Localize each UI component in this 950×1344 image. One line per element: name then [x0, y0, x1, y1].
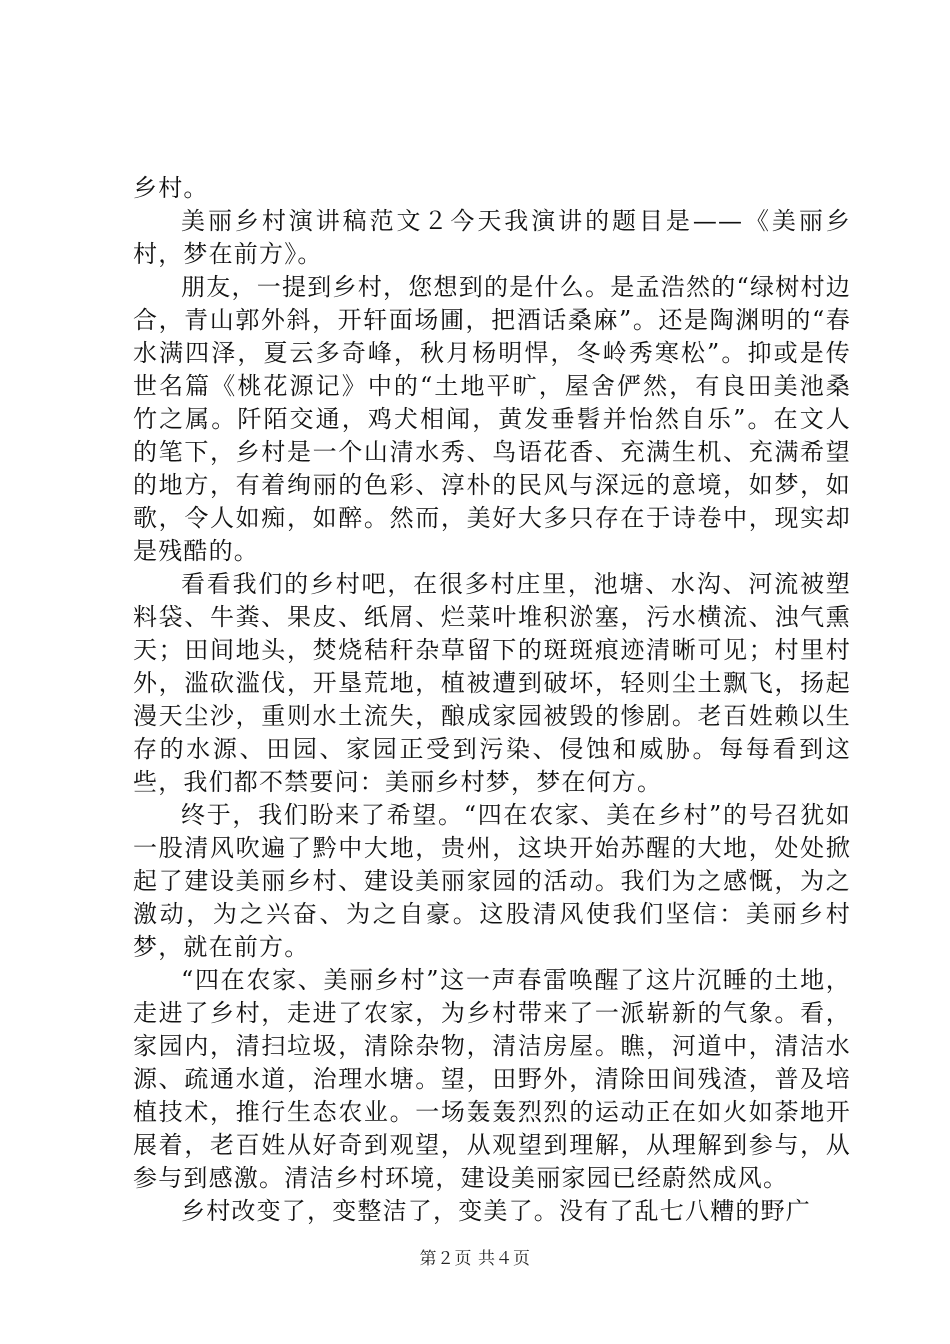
- paragraph: 看看我们的乡村吧，在很多村庄里，池塘、水沟、河流被塑料袋、牛粪、果皮、纸屑、烂菜叶堆积淤塞，污水横流、浊气熏天；田间地头，焚烧秸秆杂草留下的斑斑痕迹清晰可见；村里村外，滥砍滥伐，开垦荒地，植被遭到破坏，轻则尘土飘飞，扬起漫天尘沙，重则水土流失，酿成家园被毁的惨剧。老百姓赖以生存的水源、田园、家园正受到污染、侵蚀和威胁。每每看到这些，我们都不禁要问：美丽乡村梦，梦在何方。: [133, 570, 851, 796]
- paragraph: 乡村。: [133, 174, 209, 202]
- document-body: [133, 172, 851, 1228]
- paragraph: 乡村改变了，变整洁了，变美了。没有了乱七八糟的野广: [181, 1197, 811, 1225]
- paragraph: 朋友，一提到乡村，您想到的是什么。是孟浩然的“绿树村边合，青山郭外斜，开轩面场圃，把酒话桑麻”。还是陶渊明的“春水满四泽，夏云多奇峰，秋月杨明悍，冬岭秀寒松”。抑或是传世名篇《桃花源记》中的“土地平旷，屋舍俨然，有良田美池桑竹之属。阡陌交通，鸡犬相闻，黄发垂髫并怡然自乐”。在文人的笔下，乡村是一个山清水秀、鸟语花香、充满生机、充满希望的地方，有着绚丽的色彩、淳朴的民风与深远的意境，如梦，如歌，令人如痴，如醉。然而，美好大多只存在于诗卷中，现实却是残酷的。: [133, 273, 851, 565]
- paragraph: 终于，我们盼来了希望。“四在农家、美在乡村”的号召犹如一股清风吹遍了黔中大地，贵州，这块开始苏醒的大地，处处掀起了建设美丽乡村、建设美丽家园的活动。我们为之感慨，为之激动，为之兴奋、为之自豪。这股清风使我们坚信：美丽乡村梦，就在前方。: [133, 801, 851, 961]
- paragraph: 美丽乡村演讲稿范文２今天我演讲的题目是——《美丽乡村，梦在前方》。: [133, 207, 851, 268]
- paragraph: “四在农家、美丽乡村”这一声春雷唤醒了这片沉睡的土地，走进了乡村，走进了农家，为乡村带来了一派崭新的气象。看，家园内，清扫垃圾，清除杂物，清洁房屋。瞧，河道中，清洁水源、疏通水道，治理水塘。望，田野外，清除田间残渣，普及培植技术，推行生态农业。一场轰轰烈烈的运动正在如火如荼地开展着，老百姓从好奇到观望，从观望到理解，从理解到参与，从参与到感激。清洁乡村环境，建设美丽家园已经蔚然成风。: [133, 966, 851, 1192]
- page-number-footer: 第２页 共４页: [419, 1249, 531, 1269]
